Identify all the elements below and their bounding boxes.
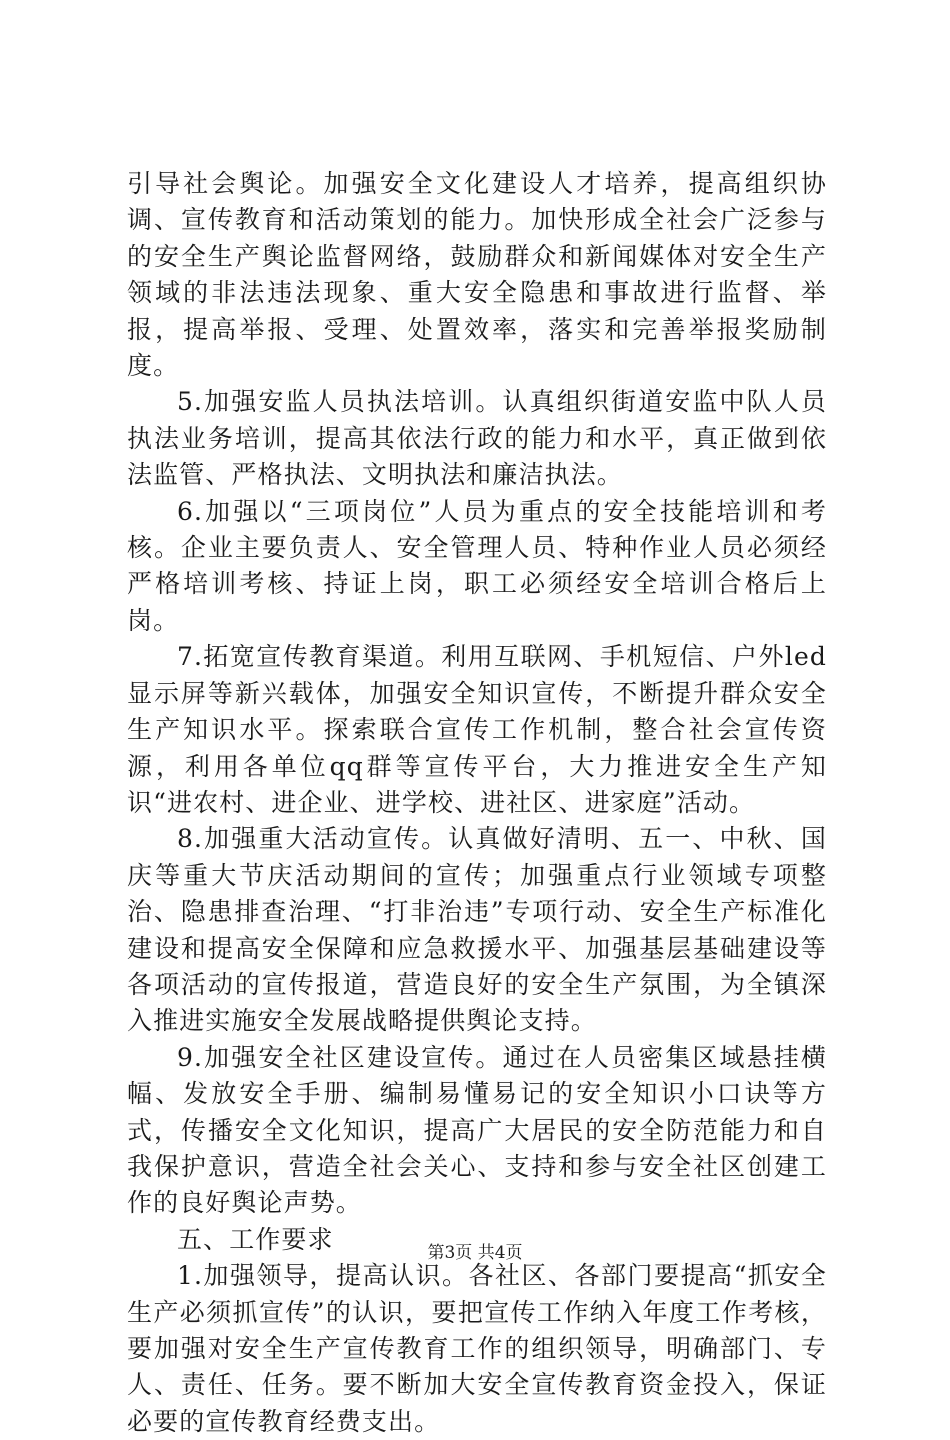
page-number-footer: 第3页 共4页: [427, 1243, 523, 1263]
section-heading: 五、工作要求: [177, 1224, 334, 1254]
paragraph-item-6: 6.加强以“三项岗位”人员为重点的安全技能培训和考核。企业主要负责人、安全管理人员、特种作业人员必须经严格培训考核、持证上岗，职工必须经安全培训合格后上岗。: [127, 496, 827, 635]
paragraph-item-9: 9.加强安全社区建设宣传。通过在人员密集区域悬挂横幅、发放安全手册、编制易懂易记的安全知识小口诀等方式，传播安全文化知识，提高广大居民的安全防范能力和自我保护意识，营造全社会关心、支持和参与安全社区创建工作的良好舆论声势。: [127, 1042, 827, 1218]
paragraph-item-8: 8.加强重大活动宣传。认真做好清明、五一、中秋、国庆等重大节庆活动期间的宣传；加强重点行业领域专项整治、隐患排查治理、“打非治违”专项行动、安全生产标准化建设和提高安全保障和应急救援水平、加强基层基础建设等各项活动的宣传报道，营造良好的安全生产氛围，为全镇深入推进实施安全发展战略提供舆论支持。: [127, 824, 827, 1036]
paragraph-requirement-1: 1.加强领导，提高认识。各社区、各部门要提高“抓安全生产必须抓宣传”的认识，要把宣传工作纳入年度工作考核，要加强对安全生产宣传教育工作的组织领导，明确部门、专人、责任、任务。要不断加大安全宣传教育资金投入，保证必要的宣传教育经费支出。: [127, 1261, 827, 1436]
paragraph-continuation: 引导社会舆论。加强安全文化建设人才培养，提高组织协调、宣传教育和活动策划的能力。加快形成全社会广泛参与的安全生产舆论监督网络，鼓励群众和新闻媒体对安全生产领域的非法违法现象、重大安全隐患和事故进行监督、举报，提高举报、受理、处置效率，落实和完善举报奖励制度。: [127, 169, 827, 381]
paragraph-item-7: 7.拓宽宣传教育渠道。利用互联网、手机短信、户外led显示屏等新兴载体，加强安全知识宣传，不断提升群众安全生产知识水平。探索联合宣传工作机制，整合社会宣传资源，利用各单位qq群等宣传平台，大力推进安全生产知识“进农村、进企业、进学校、进社区、进家庭”活动。: [127, 642, 827, 817]
paragraph-item-5: 5.加强安监人员执法培训。认真组织街道安监中队人员执法业务培训，提高其依法行政的能力和水平，真正做到依法监管、严格执法、文明执法和廉洁执法。: [127, 387, 827, 490]
